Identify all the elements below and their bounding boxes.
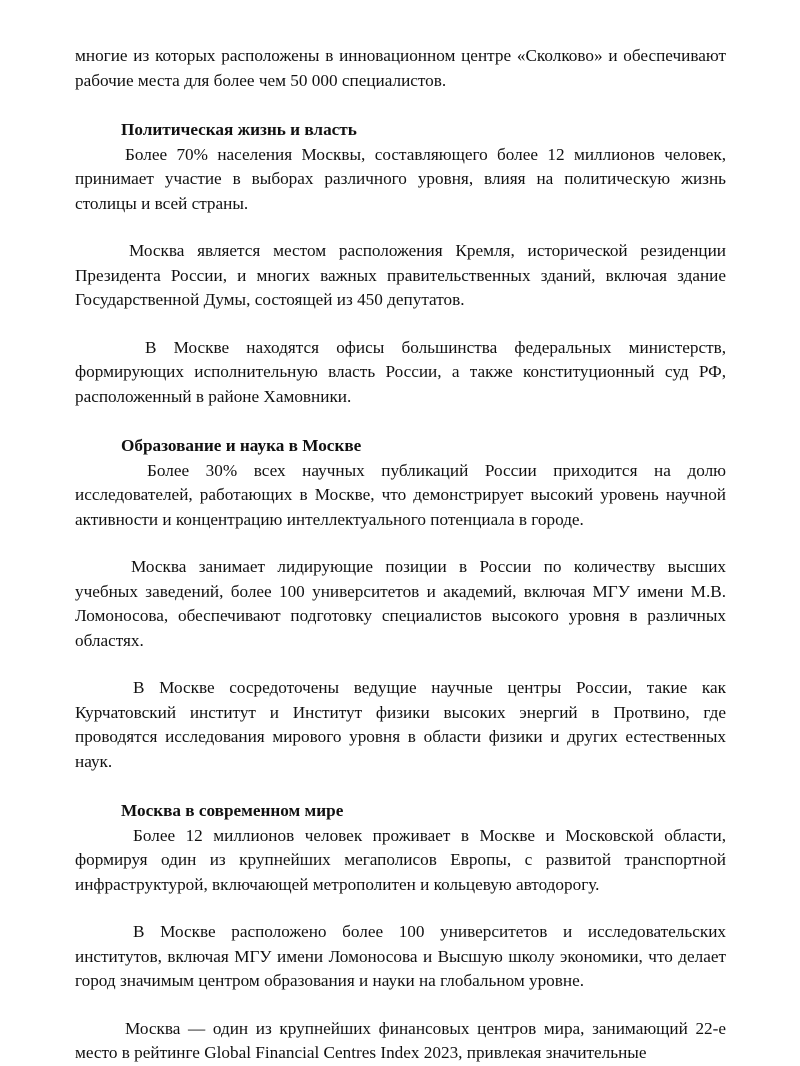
paragraph-intro-tail: многие из которых расположены в инновационном центре «Сколково» и обеспечивают рабочие места для более чем 50 000 специалистов. bbox=[75, 46, 726, 90]
paragraph-education-3: В Москве сосредоточены ведущие научные центры России, такие как Курчатовский институт и Институт физики высоких энергий в Протвино, где проводятся исследования мирового уровня в области физики и других естественных наук. bbox=[75, 678, 726, 771]
heading-education: Образование и наука в Москве bbox=[121, 436, 362, 455]
paragraph-modern-1: Более 12 миллионов человек проживает в Москве и Московской области, формируя один из крупнейших мегаполисов Европы, с развитой транспортной инфраструктурой, включающей метрополитен и кольцевую автодорогу. bbox=[75, 825, 726, 894]
paragraph-politics-3: В Москве находятся офисы большинства федеральных министерств, формирующих исполнительную власть России, а также конституционный суд РФ, расположенный в районе Хамовники. bbox=[75, 337, 726, 406]
document-page bbox=[75, 44, 726, 1066]
paragraph-education-1: Более 30% всех научных публикаций России приходится на долю исследователей, работающих в Москве, что демонстрирует высокий уровень научной активности и концентрацию интеллектуального потенциала в городе. bbox=[75, 460, 726, 529]
paragraph-politics-2: Москва является местом расположения Кремля, исторической резиденции Президента России, и многих важных правительственных зданий, включая здание Государственной Думы, состоящей из 450 депутатов. bbox=[75, 241, 726, 309]
paragraph-modern-2: В Москве расположено более 100 университетов и исследовательских институтов, включая МГУ имени Ломоносова и Высшую школу экономики, что делает город значимым центром образования и науки на глобальном уровне. bbox=[75, 922, 726, 990]
paragraph-education-2: Москва занимает лидирующие позиции в России по количеству высших учебных заведений, более 100 университетов и академий, включая МГУ имени М.В. Ломоносова, обеспечивают подготовку специалистов высокого уровня в различных областях. bbox=[75, 557, 726, 650]
heading-modern: Москва в современном мире bbox=[121, 801, 344, 820]
heading-politics: Политическая жизнь и власть bbox=[121, 120, 357, 139]
paragraph-modern-3: Москва — один из крупнейших финансовых центров мира, занимающий 22-е место в рейтинге Global Financial Centres Index 2023, привлекая значительные bbox=[75, 1018, 726, 1062]
paragraph-politics-1: Более 70% населения Москвы, составляющего более 12 миллионов человек, принимает участие в выборах различного уровня, влияя на политическую жизнь столицы и всей страны. bbox=[75, 144, 726, 213]
